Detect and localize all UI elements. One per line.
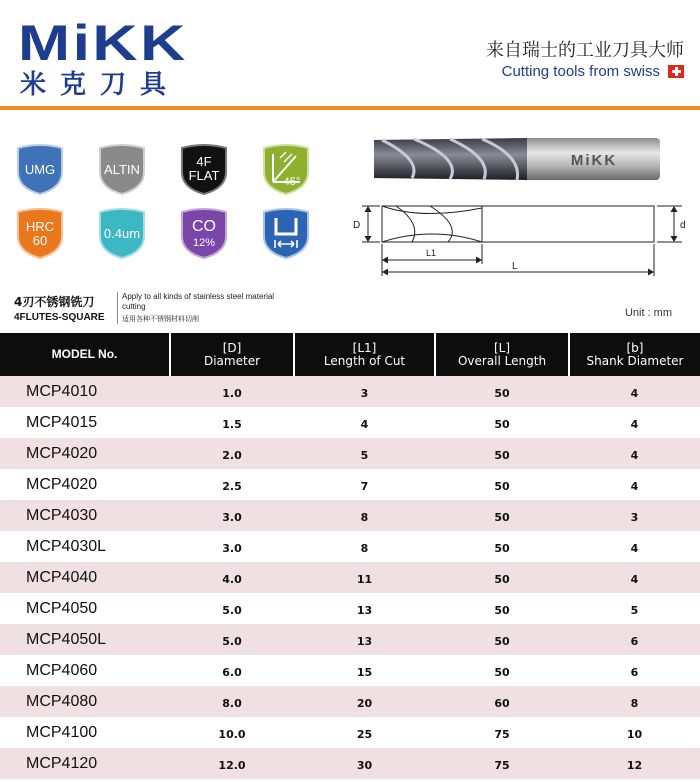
table-row [0, 624, 700, 655]
cell-overall-length: 50 [435, 438, 569, 469]
cell-diameter: 3.0 [170, 500, 294, 531]
table-row [0, 407, 700, 438]
unit-label: Unit : mm [624, 307, 672, 319]
tolerance-icon [260, 208, 312, 260]
badge-label: HRC [25, 219, 55, 234]
cell-overall-length: 75 [435, 748, 569, 779]
tool-drawing [352, 134, 692, 284]
cell-length-of-cut: 15 [294, 655, 435, 686]
cell-overall-length: 50 [435, 655, 569, 686]
cell-diameter: 2.5 [170, 469, 294, 500]
cell-model: MCP4030L [0, 531, 170, 562]
badge-sublabel: FLAT [188, 168, 220, 183]
cell-overall-length: 50 [435, 407, 569, 438]
dim-label-L1: L1 [426, 248, 437, 258]
table-row [0, 500, 700, 531]
slogan-en: Cutting tools from swiss [501, 63, 660, 80]
cell-model: MCP4015 [0, 407, 170, 438]
badge-hrc60 [14, 208, 66, 260]
spec-table [0, 333, 700, 779]
brand-logo: MiKK [18, 15, 188, 71]
cell-diameter: 1.0 [170, 376, 294, 407]
header-shank-diameter: [b] Shank Diameter [569, 333, 700, 376]
badge-altin [96, 144, 148, 196]
cell-overall-length: 60 [435, 686, 569, 717]
table-row [0, 717, 700, 748]
product-title-en: 4FLUTES-SQUARE [14, 312, 105, 323]
cell-overall-length: 50 [435, 593, 569, 624]
badge-sublabel: 60 [32, 233, 48, 248]
badge-label: CO [192, 218, 216, 235]
swiss-flag-icon [668, 65, 684, 78]
badge-label: 45° [283, 176, 301, 188]
badge-helix-45 [260, 144, 312, 196]
table-row [0, 748, 700, 779]
cell-overall-length: 50 [435, 531, 569, 562]
cell-model: MCP4100 [0, 717, 170, 748]
badge-label: UMG [24, 162, 56, 177]
header-divider [0, 106, 700, 110]
table-body [0, 376, 700, 779]
badge-sublabel: 12% [192, 237, 216, 249]
flutes [374, 138, 527, 180]
cell-shank-diameter: 4 [569, 562, 700, 593]
cell-model: MCP4060 [0, 655, 170, 686]
cell-diameter: 5.0 [170, 624, 294, 655]
tool-logo: MiKK [570, 152, 618, 169]
cell-model: MCP4050L [0, 624, 170, 655]
cell-shank-diameter: 10 [569, 717, 700, 748]
table-header-row [0, 333, 700, 376]
cell-shank-diameter: 4 [569, 469, 700, 500]
cell-length-of-cut: 4 [294, 407, 435, 438]
table-row [0, 469, 700, 500]
cell-length-of-cut: 20 [294, 686, 435, 717]
brand-cn-name: 米克刀具 [20, 70, 181, 100]
header-model: MODEL No. [0, 333, 170, 376]
cell-overall-length: 50 [435, 624, 569, 655]
cell-diameter: 2.0 [170, 438, 294, 469]
cell-overall-length: 50 [435, 562, 569, 593]
cell-length-of-cut: 11 [294, 562, 435, 593]
end-mill-illustration [352, 134, 692, 284]
table-row [0, 655, 700, 686]
cell-shank-diameter: 3 [569, 500, 700, 531]
cell-length-of-cut: 25 [294, 717, 435, 748]
cell-overall-length: 50 [435, 500, 569, 531]
cell-shank-diameter: 4 [569, 407, 700, 438]
table-row [0, 562, 700, 593]
badge-umg [14, 144, 66, 196]
header-diameter: [D] Diameter [170, 333, 294, 376]
cell-model: MCP4020 [0, 438, 170, 469]
cell-shank-diameter: 5 [569, 593, 700, 624]
cell-diameter: 6.0 [170, 655, 294, 686]
cell-diameter: 4.0 [170, 562, 294, 593]
cell-diameter: 10.0 [170, 717, 294, 748]
cell-model: MCP4010 [0, 376, 170, 407]
header [0, 0, 700, 108]
cell-length-of-cut: 5 [294, 438, 435, 469]
cell-shank-diameter: 4 [569, 438, 700, 469]
cell-shank-diameter: 6 [569, 624, 700, 655]
cell-diameter: 8.0 [170, 686, 294, 717]
cell-length-of-cut: 13 [294, 593, 435, 624]
cell-shank-diameter: 12 [569, 748, 700, 779]
cell-model: MCP4040 [0, 562, 170, 593]
line-drawing [362, 206, 682, 276]
cell-diameter: 5.0 [170, 593, 294, 624]
application-en: Apply to all kinds of stainless steel material cutting [122, 292, 275, 311]
table-row [0, 376, 700, 407]
badge-tolerance [260, 208, 312, 260]
cell-shank-diameter: 4 [569, 376, 700, 407]
cell-shank-diameter: 8 [569, 686, 700, 717]
application-cn: 适用各种不锈钢材料切削 [122, 315, 199, 323]
dim-label-L: L [512, 261, 518, 272]
header-length-of-cut: [L1] Length of Cut [294, 333, 435, 376]
dim-label-D: D [353, 220, 361, 231]
table-row [0, 531, 700, 562]
cell-diameter: 3.0 [170, 531, 294, 562]
dim-label-d: d [680, 220, 686, 231]
cell-overall-length: 50 [435, 376, 569, 407]
product-title-cn: 4刃不锈钢铣刀 [14, 295, 95, 309]
desc-divider [117, 292, 118, 324]
cell-diameter: 12.0 [170, 748, 294, 779]
badge-co12 [178, 208, 230, 260]
cell-shank-diameter: 6 [569, 655, 700, 686]
cell-diameter: 1.5 [170, 407, 294, 438]
cell-model: MCP4120 [0, 748, 170, 779]
badge-label: ALTIN [104, 162, 140, 177]
table-row [0, 593, 700, 624]
cell-length-of-cut: 3 [294, 376, 435, 407]
cell-overall-length: 75 [435, 717, 569, 748]
cell-length-of-cut: 7 [294, 469, 435, 500]
cell-length-of-cut: 13 [294, 624, 435, 655]
badge-0-4um [96, 208, 148, 260]
badge-label: 0.4um [103, 226, 141, 241]
cell-length-of-cut: 30 [294, 748, 435, 779]
badge-4f-flat [178, 144, 230, 196]
cell-overall-length: 50 [435, 469, 569, 500]
cell-model: MCP4050 [0, 593, 170, 624]
table-row [0, 438, 700, 469]
badge-label: 4F [196, 154, 212, 169]
cell-shank-diameter: 4 [569, 531, 700, 562]
cell-model: MCP4080 [0, 686, 170, 717]
header-overall-length: [L] Overall Length [435, 333, 569, 376]
table-row [0, 686, 700, 717]
cell-model: MCP4030 [0, 500, 170, 531]
cell-length-of-cut: 8 [294, 500, 435, 531]
cell-model: MCP4020 [0, 469, 170, 500]
cell-length-of-cut: 8 [294, 531, 435, 562]
feature-badges [14, 144, 334, 264]
slogan-cn: 来自瑞士的工业刀具大师 [486, 40, 684, 61]
